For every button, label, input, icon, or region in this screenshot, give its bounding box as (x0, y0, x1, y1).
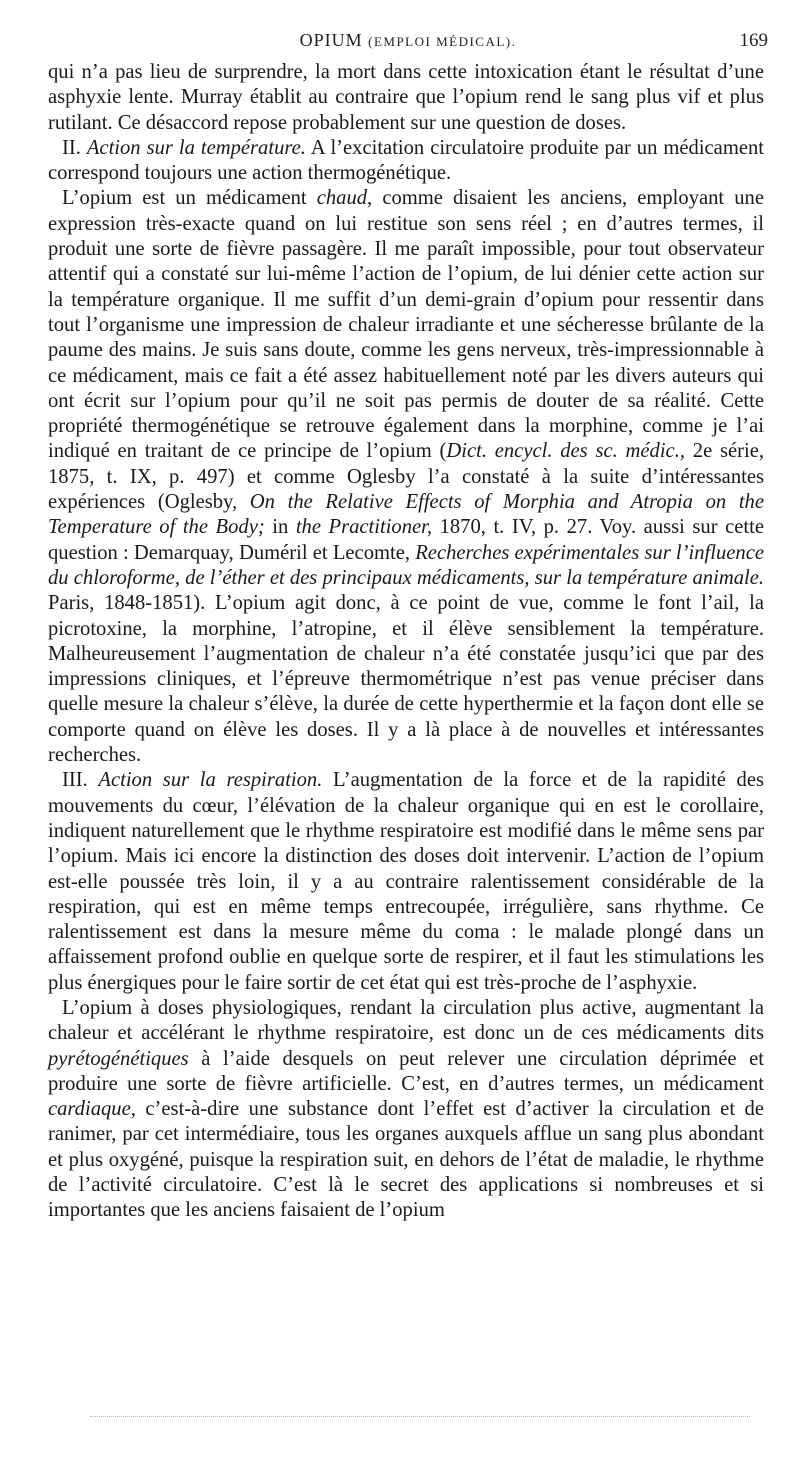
text-run: L’augmentation de la force et de la rapidité des mouvements du cœur, l’élévation de la chaleur organique qui en est le corollaire, indiquent naturellement que le rhythme respiratoire est modifié dans le même sens par l’opium. Mais ici encore la distinction des doses doit intervenir. L’action de l’opium est-elle poussée très loin, il y a au contraire ralentissement considérable de la respiration, qui est en même temps entrecoupée, irrégulière, sans rhythme. Ce ralentissement est dans la mesure même du coma : le malade plongé dans un affaissement profond oublie en quelque sorte de respirer, et il faut les stimulations les plus énergiques pour le faire sortir de cet état qui est très-proche de l’asphyxie. (48, 769, 765, 994)
text-run: comme disaient les anciens, employant une expression très-exacte quand on lui restitue son sens réel ; en d’autres termes, il produit une sorte de fièvre passagère. Il me paraît impossible, pour tout observateur attentif qui a constaté sur lui-même l’action de l’opium, de lui dénier cette action sur la température organique. Il me suffit d’un demi-grain d’opium pour ressentir dans tout l’organisme une impression de chaleur irradiante et une sécheresse brûlante de la paume des mains. Je suis sans doute, comme les gens nerveux, très-impressionnable à ce médicament, mais ce fait a été assez habituellement noté par les divers auteurs qui ont écrit sur l’opium pour qu’il ne soit pas permis de douter de sa réalité. Cette propriété thermogénétique se retrouve également dans la morphine, comme je l’ai indiqué en traitant de ce principe de l’opium ( (48, 187, 764, 463)
text-run: Paris, 1848-1851). L’opium agit donc, à ce point de vue, comme le font l’ail, la picrotoxine, la morphine, l’atropine, et il élève sensiblement la température. Malheureusement l’augmentation de chaleur n’a été constatée jusqu’ici que par des impressions cliniques, et l’épreuve thermométrique n’est pas venue préciser dans quelle mesure la chaleur s’élève, la durée de cette hyperthermie et la façon dont elle se comporte quand on élève les doses. Il y a là place à de nouvelles et intéressantes recherches. (48, 592, 764, 767)
text-run: L’opium à doses physiologiques, rendant la circulation plus active, augmentant la chaleur et accélérant le rhythme respiratoire, est donc un de ces médicaments dits (48, 996, 764, 1045)
italic-text: Dict. encycl. des sc. médic., (446, 440, 685, 463)
italic-text: the Practitioner, (295, 516, 433, 539)
text-run: c’est-à-dire une substance dont l’effet est d’activer la circulation et de ranimer, par cet intermédiaire, tous les organes auxquels afflue un sang plus abondant et plus oxygéné, puisque la respiration suit, en dehors de l’état de maladie, le rhythme de l’activité circulatoire. C’est là le secret des applications si nombreuses et si importantes que les anciens faisaient de l’opium (48, 1098, 764, 1222)
text-run: 2e série, 1875, t. IX, p. 497) et comme Oglesby l’a constaté à la suite d’intéressantes expériences (Oglesby, (48, 440, 764, 514)
text-run: 1870, t. IV, p. 27. Voy. aussi sur cette question : Demarquay, Duméril et Lecomte, (48, 516, 764, 564)
italic-text: On the Relative Effects of Morphia and Atropia on the Temperature of the Body; (48, 491, 764, 539)
italic-text: Action sur la température. (86, 136, 306, 159)
paragraph-section-ii (48, 136, 764, 187)
paragraph-temperature (48, 186, 764, 768)
italic-text: cardiaque, (48, 1098, 136, 1121)
italic-text: Action sur la respiration. (98, 769, 323, 792)
running-title-main: OPIUM (299, 30, 363, 50)
running-title-sub: (EMPLOI MÉDICAL). (368, 34, 517, 49)
text-run: L’opium est un médicament (62, 187, 317, 210)
paragraph-conclusion (48, 996, 764, 1224)
paragraph-section-iii (48, 768, 764, 996)
body-text (48, 60, 764, 1224)
running-header (48, 30, 768, 54)
running-title (48, 30, 768, 51)
italic-text: pyrétogénétiques (48, 1047, 189, 1070)
footer-rule (90, 1416, 750, 1417)
text-run: qui n’a pas lieu de surprendre, la mort dans cette intoxication étant le résultat d’une asphyxie lente. Murray établit au contraire que l’opium rend le sang plus vif et plus rutilant. Ce désaccord repose probablement sur une question de doses. (48, 61, 764, 134)
text-run: II. (62, 136, 87, 159)
italic-text: chaud, (316, 187, 373, 210)
italic-text: Recherches expérimentales sur l’influence du chloroforme, de l’éther et des principaux médicaments, sur la température animale. (48, 541, 764, 589)
text-run: III. (62, 769, 99, 792)
text-run: à l’aide desquels on peut relever une circulation déprimée et produire une sorte de fièvre artificielle. C’est, en d’autres termes, un médicament (48, 1047, 764, 1095)
text-run: A l’excitation circulatoire produite par un médicament correspond toujours une action thermogénétique. (48, 136, 765, 185)
paragraph-intro (48, 60, 764, 136)
page-number: 169 (739, 30, 768, 51)
text-run: in (264, 516, 296, 539)
